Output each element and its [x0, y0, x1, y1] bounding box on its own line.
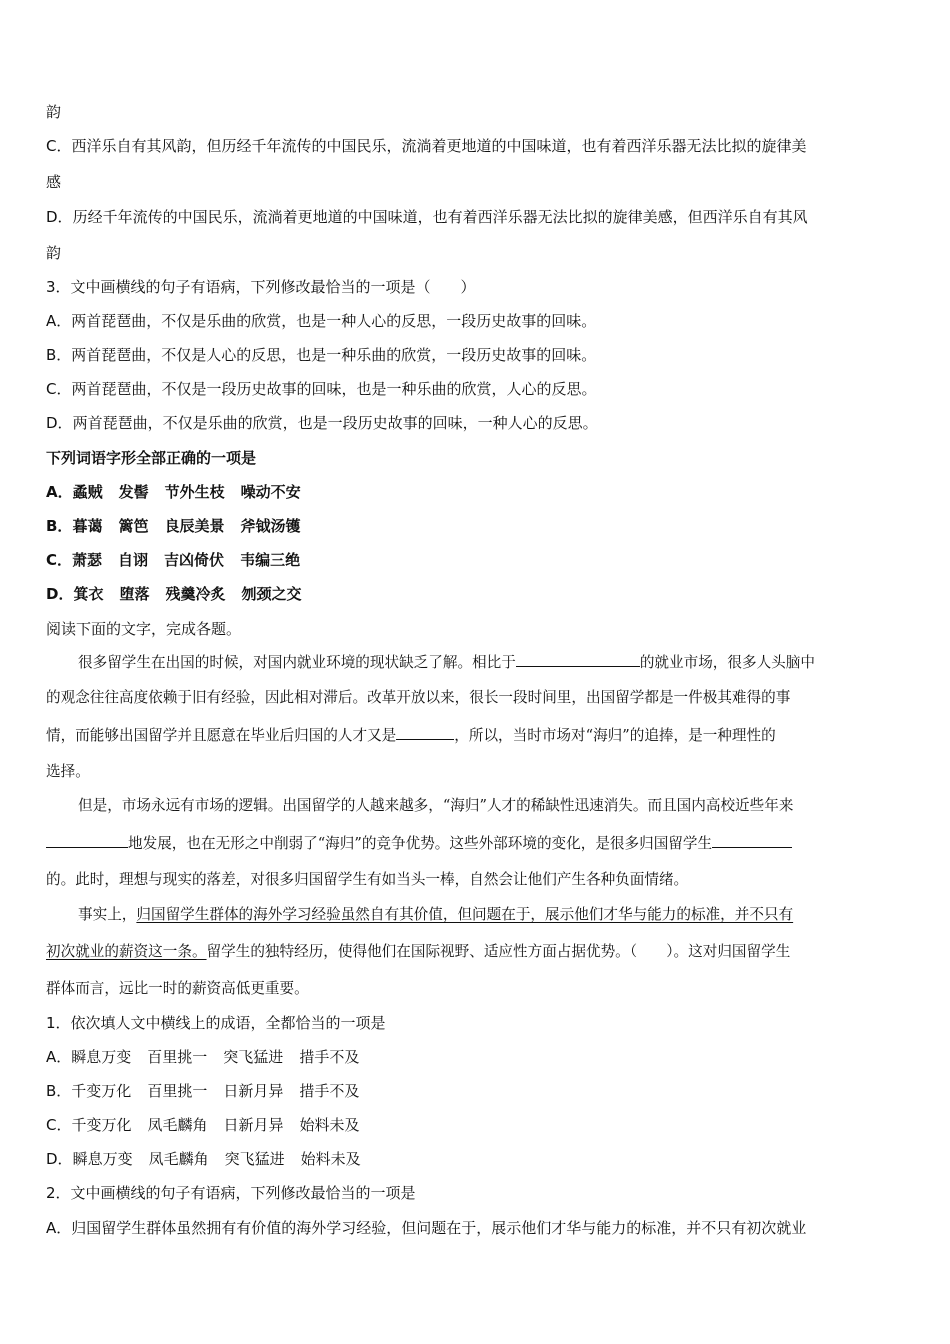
- word: 噪动不安: [240, 483, 301, 501]
- underlined-sentence: 归国留学生群体的海外学习经验虽然自有其价值，但问题在于，展示他们才华与能力的标准，并不只有: [136, 906, 794, 923]
- option-text: 两首琵琶曲，不仅是一段历史故事的回味，也是一种乐曲的欣赏，人心的反思。: [71, 380, 597, 398]
- words-option-a: [46, 482, 904, 502]
- q3-option-a: [46, 311, 904, 331]
- q2-option-a: [46, 1218, 904, 1238]
- passage-text: 很多留学生在出国的时候，对国内就业环境的现状缺乏了解。相比于: [78, 654, 516, 671]
- q1-option-b: [46, 1081, 904, 1101]
- q1-option-c: [46, 1115, 904, 1135]
- prev-option-b-tail: [46, 102, 904, 122]
- word: 凤毛麟角: [148, 1150, 209, 1168]
- option-label: D．: [46, 414, 73, 432]
- q1-stem: [46, 1013, 904, 1033]
- prev-option-d: [46, 207, 904, 227]
- option-label: B．: [46, 346, 72, 364]
- passage-p1-line4: [46, 762, 904, 782]
- word: 萧瑟: [72, 551, 103, 569]
- option-text: 两首琵琶曲，不仅是人心的反思，也是一种乐曲的欣赏，一段历史故事的回味。: [71, 346, 597, 364]
- passage-p3-line2: [46, 942, 904, 962]
- underlined-sentence: 初次就业的薪资这一条。: [46, 943, 207, 960]
- word: 暮蔼: [72, 517, 103, 535]
- passage-text: ，所以，当时市场对“海归”的追捧，是一种理性的: [454, 727, 776, 744]
- option-text: 西洋乐自有其风韵，但历经千年流传的中国民乐，流淌着更地道的中国味道，也有着西洋乐器无法比拟的旋律美: [71, 137, 807, 155]
- word: 千变万化: [71, 1082, 132, 1100]
- passage-p2-line1: [78, 796, 904, 816]
- word: 残羹冷炙: [165, 585, 226, 603]
- option-label: D．: [46, 585, 74, 603]
- words-stem: [46, 448, 904, 468]
- option-label: A．: [46, 483, 73, 501]
- q3-stem: [46, 277, 904, 297]
- passage-p3-line1: [78, 905, 904, 925]
- passage-text: 群体而言，远比一时的薪资高低更重要。: [46, 980, 309, 997]
- word: 始料未及: [300, 1150, 361, 1168]
- word: 日新月异: [223, 1116, 284, 1134]
- word: 箕衣: [73, 585, 104, 603]
- option-text: 历经千年流传的中国民乐，流淌着更地道的中国味道，也有着西洋乐器无法比拟的旋律美感，但西洋乐自有其风: [72, 208, 808, 226]
- option-text: 感: [46, 173, 62, 191]
- words-option-c: [46, 550, 904, 570]
- reading-intro: [46, 619, 904, 639]
- prev-option-d-cont: [46, 243, 904, 263]
- word: 凤毛麟角: [147, 1116, 208, 1134]
- q3-option-d: [46, 413, 904, 433]
- option-label: C．: [46, 1116, 72, 1134]
- option-text: 两首琵琶曲，不仅是乐曲的欣赏，也是一段历史故事的回味，一种人心的反思。: [72, 414, 598, 432]
- word: 突飞猛进: [224, 1150, 285, 1168]
- word: 蟊贼: [72, 483, 103, 501]
- word: 良辰美景: [164, 517, 225, 535]
- option-label: B．: [46, 517, 73, 535]
- question-stem: 2．文中画横线的句子有语病，下列修改最恰当的一项是: [46, 1184, 416, 1202]
- fill-blank-3[interactable]: [46, 833, 128, 848]
- passage-text: 但是，市场永远有市场的逻辑。出国留学的人越来越多，“海归”人才的稀缺性迅速消失。而且国内高校近些年来: [78, 797, 794, 814]
- word: 节外生枝: [164, 483, 225, 501]
- q3-option-b: [46, 345, 904, 365]
- option-label: A．: [46, 1048, 72, 1066]
- word: 措手不及: [299, 1048, 360, 1066]
- option-label: D．: [46, 208, 73, 226]
- option-label: D．: [46, 1150, 73, 1168]
- text-fragment: 韵: [46, 103, 62, 121]
- option-text: 韵: [46, 244, 62, 262]
- word: 瞬息万变: [72, 1150, 133, 1168]
- word: 日新月异: [223, 1082, 284, 1100]
- q1-option-d: [46, 1149, 904, 1169]
- word: 突飞猛进: [223, 1048, 284, 1066]
- q2-stem: [46, 1183, 904, 1203]
- fill-blank-1[interactable]: [516, 652, 640, 667]
- words-option-b: [46, 516, 904, 536]
- word: 措手不及: [299, 1082, 360, 1100]
- option-label: C．: [46, 380, 72, 398]
- question-stem: 1．依次填人文中横线上的成语，全都恰当的一项是: [46, 1014, 386, 1032]
- option-text: 归国留学生群体虽然拥有有价值的海外学习经验，但问题在于，展示他们才华与能力的标准，并不只有初次就业: [71, 1219, 807, 1237]
- passage-text: 的就业市场，很多人头脑中: [639, 654, 815, 671]
- word: 篱笆: [118, 517, 149, 535]
- word: 韦编三绝: [240, 551, 301, 569]
- option-label: C．: [46, 137, 72, 155]
- word: 吉凶倚伏: [164, 551, 225, 569]
- passage-text: 的观念往往高度依赖于旧有经验，因此相对滞后。改革开放以来，很长一段时间里，出国留学都是一件极其难得的事: [46, 689, 791, 706]
- word: 斧钺汤镬: [240, 517, 301, 535]
- passage-text: 的。此时，理想与现实的落差，对很多归国留学生有如当头一棒，自然会让他们产生各种负面情绪。: [46, 871, 689, 888]
- passage-p2-line3: [46, 870, 904, 890]
- passage-text: 事实上，: [78, 906, 137, 923]
- word: 百里挑一: [147, 1048, 208, 1066]
- option-text: 两首琵琶曲，不仅是乐曲的欣赏，也是一种人心的反思，一段历史故事的回味。: [71, 312, 597, 330]
- fill-blank-4[interactable]: [712, 833, 792, 848]
- word: 百里挑一: [147, 1082, 208, 1100]
- passage-p1-line1: [78, 652, 904, 673]
- word: 始料未及: [299, 1116, 360, 1134]
- word: 刎颈之交: [241, 585, 302, 603]
- passage-p3-line3: [46, 979, 904, 999]
- prev-option-c-cont: [46, 172, 904, 192]
- question-stem: 下列词语字形全部正确的一项是: [46, 449, 257, 467]
- q3-option-c: [46, 379, 904, 399]
- word: 瞬息万变: [71, 1048, 132, 1066]
- word: 堕落: [119, 585, 150, 603]
- word: 千变万化: [71, 1116, 132, 1134]
- option-label: B．: [46, 1082, 72, 1100]
- passage-text: 情，而能够出国留学并且愿意在毕业后归国的人才又是: [46, 727, 397, 744]
- passage-text: 选择。: [46, 763, 90, 780]
- passage-p2-line2: [46, 833, 904, 854]
- word: 自诩: [118, 551, 149, 569]
- q1-option-a: [46, 1047, 904, 1067]
- passage-p1-line2: [46, 688, 904, 708]
- prev-option-c: [46, 136, 904, 156]
- fill-blank-2[interactable]: [396, 725, 454, 740]
- word: 发髻: [118, 483, 149, 501]
- question-stem: 3．文中画横线的句子有语病，下列修改最恰当的一项是（ ）: [46, 278, 476, 296]
- passage-p1-line3: [46, 725, 904, 746]
- option-label: A．: [46, 312, 72, 330]
- option-label: A．: [46, 1219, 72, 1237]
- passage-text: 地发展，也在无形之中削弱了“海归”的竞争优势。这些外部环境的变化，是很多归国留学生: [128, 835, 713, 852]
- passage-text: 留学生的独特经历，使得他们在国际视野、适应性方面占据优势。（ ）。这对归国留学生: [206, 943, 791, 960]
- words-option-d: [46, 584, 904, 604]
- option-label: C．: [46, 551, 73, 569]
- section-intro: 阅读下面的文字，完成各题。: [46, 620, 242, 638]
